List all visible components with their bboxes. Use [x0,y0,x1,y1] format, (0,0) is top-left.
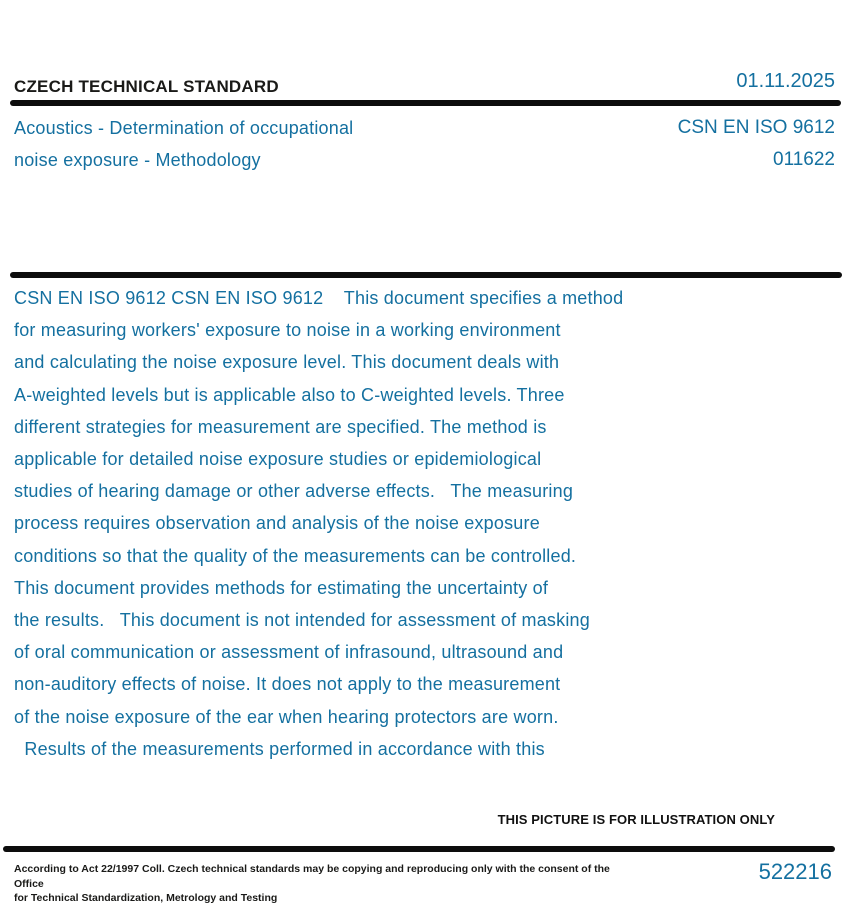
copyright-notice [14,862,614,906]
document-title [14,112,353,176]
abstract-divider-rule [10,272,842,278]
abstract-line: conditions so that the quality of the measurements can be controlled. [14,545,577,566]
document-title-line2: noise exposure - Methodology [14,150,261,170]
classification-code: 011622 [773,149,835,170]
abstract-line: different strategies for measurement are specified. The method is [14,416,547,437]
abstract-line: of oral communication or assessment of infrasound, ultrasound and [14,642,564,663]
abstract-line: for measuring workers' exposure to noise in a working environment [14,320,561,341]
document-codes [678,112,835,176]
abstract-line: studies of hearing damage or other adverse effects. The measuring [14,481,574,502]
standard-code: CSN EN ISO 9612 [677,117,835,138]
document-title-line1: Acoustics - Determination of occupational [14,118,354,138]
abstract-line: of the noise exposure of the ear when hearing protectors are worn. [14,706,559,727]
abstract-line: applicable for detailed noise exposure studies or epidemiological [14,449,542,470]
abstract-line: This document provides methods for estimating the uncertainty of [14,577,549,598]
document-order-number: 522216 [758,859,832,884]
abstract-line: A-weighted levels but is applicable also to C-weighted levels. Three [14,384,565,405]
abstract-line: process requires observation and analysis of the noise exposure [14,513,540,534]
abstract-line: non-auditory effects of noise. It does not apply to the measurement [14,674,561,695]
copyright-notice-line1: According to Act 22/1997 Coll. Czech technical standards may be copying and reproducing only with the consent of the Office [14,863,610,890]
publication-date: 01.11.2025 [736,70,835,92]
abstract-line: Results of the measurements performed in accordance with this [14,738,545,759]
abstract-line: the results. This document is not intended for assessment of masking [14,610,590,631]
abstract-text [14,282,814,765]
abstract-line: CSN EN ISO 9612 CSN EN ISO 9612 This document specifies a method [14,288,624,308]
illustration-only-notice: THIS PICTURE IS FOR ILLUSTRATION ONLY [497,812,775,827]
copyright-notice-line2: for Technical Standardization, Metrology and Testing [14,892,278,904]
header-divider-rule [10,100,841,106]
footer-divider-rule [3,846,835,852]
standard-type-label: CZECH TECHNICAL STANDARD [14,77,279,96]
abstract-line: and calculating the noise exposure level. This document deals with [14,352,560,373]
